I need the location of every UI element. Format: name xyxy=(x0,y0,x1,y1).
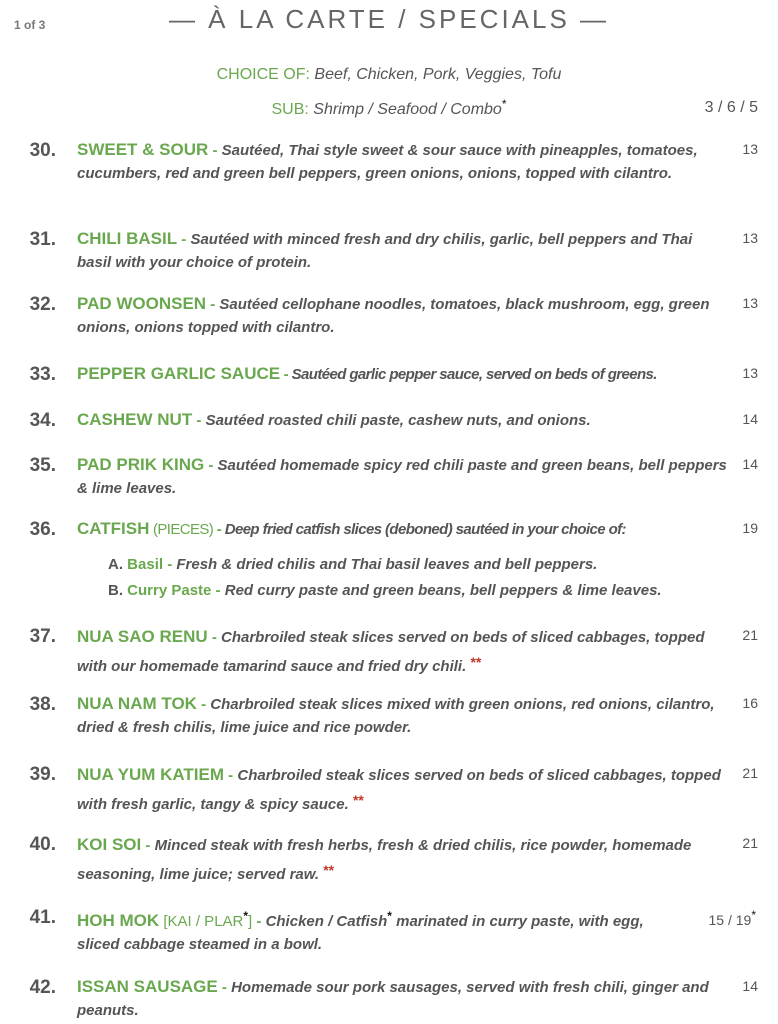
item-text xyxy=(77,975,727,1022)
item-number: 40. xyxy=(29,834,56,855)
item-name: CHILI BASIL xyxy=(77,229,178,248)
item-number: 32. xyxy=(29,294,56,315)
item-price: 13 xyxy=(742,141,758,157)
item-price: 16 xyxy=(742,695,758,711)
item-separator: - xyxy=(224,767,238,784)
item-text xyxy=(77,624,727,679)
catfish-option-curry-paste xyxy=(108,582,748,599)
spicy-marker: ** xyxy=(470,654,482,670)
item-price: 13 xyxy=(742,365,758,381)
sub-label: SUB: xyxy=(271,101,309,118)
item-text xyxy=(77,292,727,339)
item-description: Charbroiled steak slices mixed with green onions, red onions, cilantro, dried & fresh chilis, lime juice and rice powder. xyxy=(77,696,715,736)
item-name: PEPPER GARLIC SAUCE xyxy=(77,364,281,383)
item-text xyxy=(77,227,727,274)
item-variant-note: [KAI / PLAR xyxy=(159,913,244,930)
page-title: — À LA CARTE / SPECIALS — xyxy=(168,4,610,34)
item-description: Charbroiled steak slices served on beds of sliced cabbages, topped with our homemade tamarind sauce and fried dry chili. xyxy=(77,629,705,675)
item-price: 13 xyxy=(742,295,758,311)
option-separator: - xyxy=(211,582,225,599)
item-separator: - xyxy=(213,521,225,538)
item-number: 31. xyxy=(29,229,56,250)
item-description: Sautéed cellophane noodles, tomatoes, black mushroom, egg, green onions, onions topped with cilantro. xyxy=(77,296,710,336)
item-price: 14 xyxy=(742,411,758,427)
sub-options: Shrimp / Seafood / Combo xyxy=(313,101,502,118)
spicy-marker: ** xyxy=(323,862,335,878)
item-separator: - xyxy=(207,629,221,646)
description-asterisk: * xyxy=(387,909,392,923)
item-price xyxy=(709,908,757,928)
option-letter: B. xyxy=(108,582,123,599)
item-name: CASHEW NUT xyxy=(77,410,193,429)
item-separator: - xyxy=(192,412,206,429)
catfish-option-basil xyxy=(108,556,748,573)
item-separator: - xyxy=(141,837,155,854)
item-text xyxy=(77,362,727,386)
protein-choice-line xyxy=(0,66,778,84)
item-text xyxy=(77,905,687,956)
item-description: Charbroiled steak slices served on beds of sliced cabbages, topped with fresh garlic, tangy & spicy sauce. xyxy=(77,767,721,813)
item-variant-note-end: ] xyxy=(248,913,253,930)
item-description: Sautéed with minced fresh and dry chilis, garlic, bell peppers and Thai basil with your choice of protein. xyxy=(77,231,693,271)
item-price: 14 xyxy=(742,456,758,472)
item-name: PAD WOONSEN xyxy=(77,294,207,313)
item-price: 21 xyxy=(742,835,758,851)
item-separator: - xyxy=(252,913,266,930)
item-name: HOH MOK xyxy=(77,911,160,930)
item-description-start: Chicken / Catfish xyxy=(265,913,388,930)
item-text xyxy=(77,762,727,817)
item-separator: - xyxy=(177,231,191,248)
spicy-marker: ** xyxy=(352,792,364,808)
item-portion-note: (PIECES) xyxy=(149,521,214,538)
item-separator: - xyxy=(204,457,218,474)
item-name: NUA YUM KATIEM xyxy=(77,765,225,784)
item-name: NUA SAO RENU xyxy=(77,627,208,646)
item-price: 14 xyxy=(742,978,758,994)
item-name: KOI SOI xyxy=(77,835,142,854)
option-separator: - xyxy=(163,556,177,573)
item-separator: - xyxy=(196,696,211,713)
option-name: Basil xyxy=(127,556,164,573)
option-letter: A. xyxy=(108,556,123,573)
item-text xyxy=(77,517,727,541)
item-number: 36. xyxy=(29,519,56,540)
item-number: 30. xyxy=(29,140,56,161)
item-name: PAD PRIK KING xyxy=(77,455,205,474)
choice-label: CHOICE OF: xyxy=(216,66,310,83)
item-text xyxy=(77,832,727,887)
item-name: NUA NAM TOK xyxy=(77,694,197,713)
option-name: Curry Paste xyxy=(127,582,212,599)
item-description: Sautéed homemade spicy red chili paste and green beans, bell peppers & lime leaves. xyxy=(77,457,727,497)
item-separator: - xyxy=(280,366,292,383)
sub-prices: 3 / 6 / 5 xyxy=(704,99,758,116)
item-description: Minced steak with fresh herbs, fresh & dried chilis, rice powder, homemade seasoning, lime juice; served raw. xyxy=(77,837,692,883)
item-name: CATFISH xyxy=(77,519,150,538)
item-text xyxy=(77,138,727,185)
item-description: Sautéed garlic pepper sauce, served on beds of greens. xyxy=(291,366,657,383)
item-number: 42. xyxy=(29,977,56,998)
item-name: SWEET & SOUR xyxy=(77,140,209,159)
item-number: 35. xyxy=(29,455,56,476)
item-text xyxy=(77,453,727,500)
item-price: 13 xyxy=(742,230,758,246)
item-price-value: 15 / 19 xyxy=(708,912,752,928)
item-price: 19 xyxy=(742,520,758,536)
item-text xyxy=(77,692,727,739)
option-description: Fresh & dried chilis and Thai basil leaves and bell peppers. xyxy=(176,556,598,573)
item-number: 33. xyxy=(29,364,56,385)
item-description: Deep fried catfish slices (deboned) sautéed in your choice of: xyxy=(224,521,626,538)
item-description-end: marinated in curry paste, with egg, sliced cabbage steamed in a bowl. xyxy=(77,913,644,953)
item-text xyxy=(77,408,727,432)
price-asterisk: * xyxy=(751,908,756,922)
item-price: 21 xyxy=(742,627,758,643)
item-price: 21 xyxy=(742,765,758,781)
variant-asterisk: * xyxy=(243,909,249,923)
page-indicator: 1 of 3 xyxy=(14,18,46,32)
item-separator: - xyxy=(208,142,222,159)
item-description: Homemade sour pork sausages, served with fresh chili, ginger and peanuts. xyxy=(77,979,709,1019)
item-description: Sautéed roasted chili paste, cashew nuts, and onions. xyxy=(205,412,591,429)
item-number: 37. xyxy=(29,626,56,647)
item-number: 38. xyxy=(29,694,56,715)
option-description: Red curry paste and green beans, bell peppers & lime leaves. xyxy=(224,582,662,599)
item-number: 39. xyxy=(29,764,56,785)
sub-asterisk: * xyxy=(501,97,507,111)
substitution-line xyxy=(0,97,778,119)
item-separator: - xyxy=(206,296,220,313)
choice-options: Beef, Chicken, Pork, Veggies, Tofu xyxy=(314,66,562,83)
item-name: ISSAN SAUSAGE xyxy=(77,977,218,996)
item-separator: - xyxy=(217,979,232,996)
item-description: Sautéed, Thai style sweet & sour sauce with pineapples, tomatoes, cucumbers, red and green bell peppers, green onions, onions, topped with cilantro. xyxy=(77,142,698,182)
item-number: 41. xyxy=(29,907,56,928)
item-number: 34. xyxy=(29,410,56,431)
